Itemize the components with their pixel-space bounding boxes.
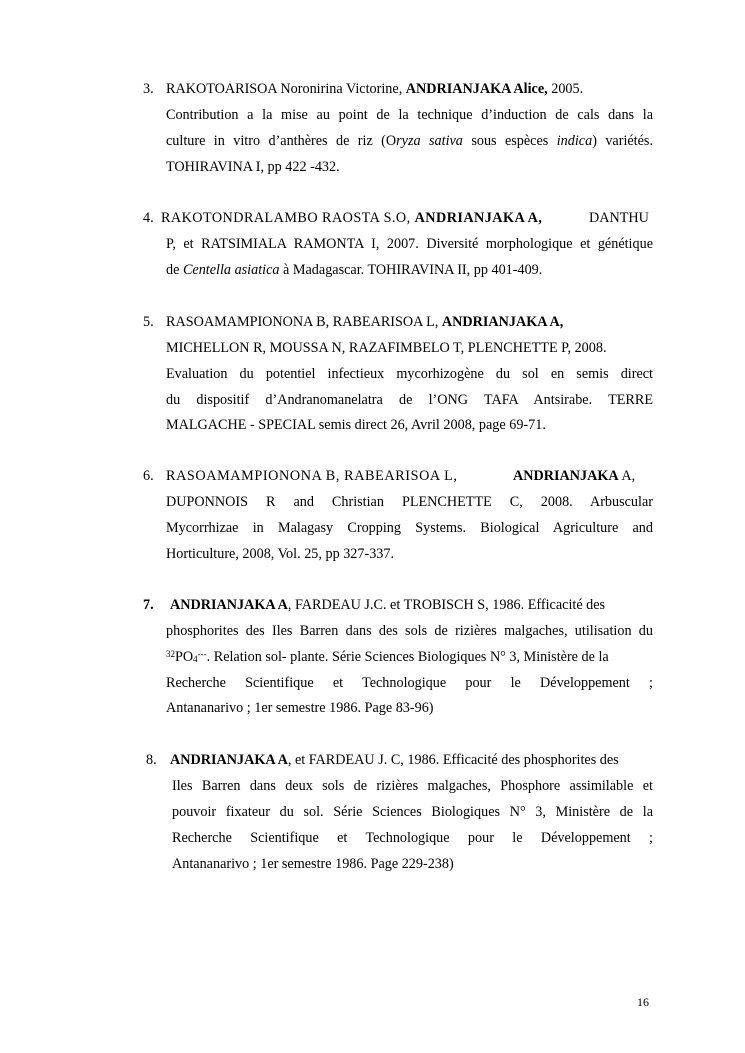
highlighted-author: ANDRIANJAKA A, (441, 314, 564, 330)
authors-text: RASOAMAMPIONONA B, RABEARISOA L, (166, 314, 442, 330)
superscript: 32 (166, 649, 175, 659)
highlighted-author: ANDRIANJAKA A (170, 752, 288, 768)
year-text: 2005. (547, 81, 584, 97)
reference-line: Horticulture, 2008, Vol. 25, pp 327-337. (166, 546, 395, 562)
reference-number: 6. (143, 468, 154, 484)
italic-text: indica (556, 133, 593, 149)
reference-line (161, 208, 542, 228)
reference-line: phosphorites des Iles Barren dans des sols de rizières malgaches, utilisation du (166, 623, 653, 639)
reference-line: Contribution a la mise au point de la technique d’induction de cals dans la (166, 107, 653, 123)
reference-number: 3. (143, 81, 154, 97)
reference-line (166, 466, 458, 486)
reference-line: MICHELLON R, MOUSSA N, RAZAFIMBELO T, PLENCHETTE P, 2008. (166, 340, 607, 356)
reference-number: 5. (143, 314, 154, 330)
text-span: PO (175, 649, 194, 665)
highlighted-author: ANDRIANJAKA A, (414, 210, 543, 226)
reference-line (166, 647, 609, 667)
reference-line: Recherche Scientifique et Technologique pour le Développement ; (172, 830, 653, 846)
reference-line: Mycorrhizae in Malagasy Cropping Systems. Biological Agriculture and (166, 520, 653, 536)
reference-line: Antananarivo ; 1er semestre 1986. Page 83-96) (166, 700, 434, 716)
text-span: ) variétés. (592, 133, 653, 149)
reference-line (166, 260, 542, 280)
reference-line: pouvoir fixateur du sol. Série Sciences Biologiques N° 3, Ministère de la (172, 804, 653, 820)
reference-line (513, 466, 635, 486)
reference-line (170, 595, 605, 615)
highlighted-author: ANDRIANJAKA (513, 468, 619, 484)
reference-line: Evaluation du potentiel infectieux mycorhizogène du sol en semis direct (166, 366, 653, 382)
text-span: de (166, 262, 183, 278)
reference-line (170, 750, 619, 770)
text-span: , et FARDEAU J. C, 1986. Efficacité des phosphorites des (287, 752, 619, 768)
highlighted-author: ANDRIANJAKA A (170, 597, 288, 613)
reference-number: 4. (143, 210, 154, 226)
text-span: sous espèces (462, 133, 557, 149)
text-span: à Madagascar. TOHIRAVINA II, pp 401-409. (279, 262, 543, 278)
text-span: . Relation sol- plante. Série Sciences Biologiques N° 3, Ministère de la (206, 649, 609, 665)
italic-text: Centella asiatica (182, 262, 280, 278)
authors-text: RAKOTOARISOA Noronirina Victorine, (166, 81, 406, 97)
reference-line: DANTHU (589, 210, 649, 226)
superscript: --- (197, 649, 207, 659)
page-number: 16 (637, 995, 649, 1009)
text-span: , FARDEAU J.C. et TROBISCH S, 1986. Efficacité des (287, 597, 606, 613)
reference-line (166, 79, 583, 99)
reference-line (166, 131, 653, 151)
reference-line: Recherche Scientifique et Technologique pour le Développement ; (166, 675, 653, 691)
text-span: culture in vitro d’anthères de riz (O (166, 133, 397, 149)
reference-line (166, 312, 563, 332)
highlighted-author: ANDRIANJAKA Alice, (405, 81, 548, 97)
reference-line: Antananarivo ; 1er semestre 1986. Page 229-238) (172, 856, 454, 872)
reference-line: P, et RATSIMIALA RAMONTA I, 2007. Diversité morphologique et génétique (166, 236, 653, 252)
reference-line: TOHIRAVINA I, pp 422 -432. (166, 159, 340, 175)
subscript: 4 (193, 654, 198, 664)
authors-text: RASOAMAMPIONONA B, RABEARISOA L, (166, 468, 458, 484)
reference-line: Iles Barren dans deux sols de rizières malgaches, Phosphore assimilable et (172, 778, 653, 794)
italic-text: ryza sativa (396, 133, 463, 149)
reference-number: 7. (143, 597, 154, 613)
text-span: A, (618, 468, 636, 484)
reference-line: du dispositif d’Andranomanelatra de l’ONG TAFA Antsirabe. TERRE (166, 392, 653, 408)
reference-line: MALGACHE - SPECIAL semis direct 26, Avril 2008, page 69-71. (166, 417, 546, 433)
reference-line: DUPONNOIS R and Christian PLENCHETTE C, 2008. Arbuscular (166, 494, 653, 510)
reference-number: 8. (146, 752, 157, 768)
authors-text: RAKOTONDRALAMBO RAOSTA S.O, (161, 210, 415, 226)
